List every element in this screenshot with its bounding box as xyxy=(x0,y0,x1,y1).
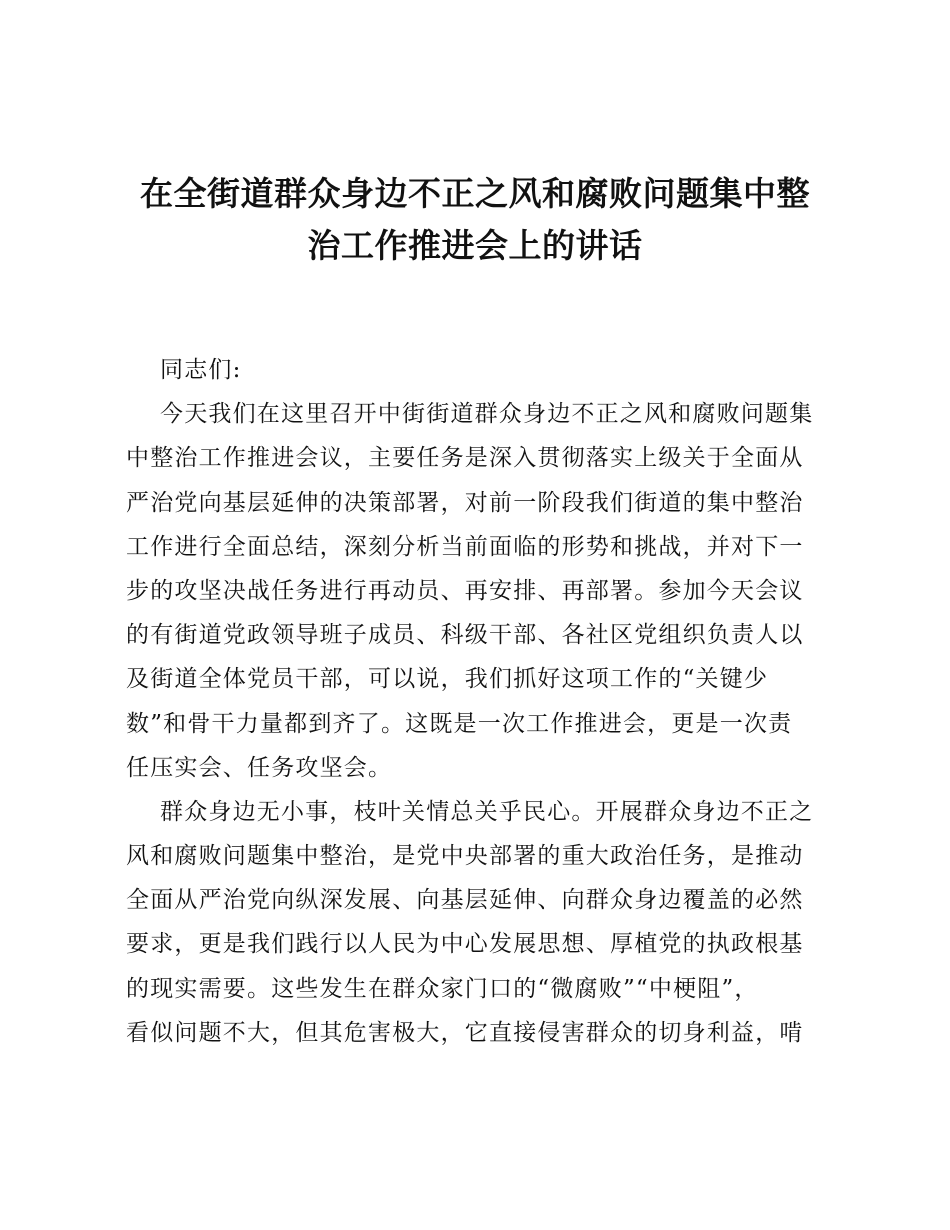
body-text-line: 中整治工作推进会议，主要任务是深入贯彻落实上级关于全面从 xyxy=(126,445,804,472)
body-text-line: 的现实需要。这些发生在群众家门口的“微腐败”“中梗阻”， xyxy=(126,975,759,1002)
body-text-line: 的有街道党政领导班子成员、科级干部、各社区党组织负责人以 xyxy=(126,622,804,649)
body-text-line: 全面从严治党向纵深发展、向基层延伸、向群众身边覆盖的必然 xyxy=(126,887,804,914)
body-text-line: 要求，更是我们践行以人民为中心发展思想、厚植党的执政根基 xyxy=(126,931,804,958)
body-text-line: 及街道全体党员干部，可以说，我们抓好这项工作的“关键少 xyxy=(126,666,769,693)
title-line-1: 在全街道群众身边不正之风和腐败问题集中整 xyxy=(140,174,810,213)
body-text-line: 群众身边无小事，枝叶关情总关乎民心。开展群众身边不正之 xyxy=(160,798,814,825)
body-text-line: 工作进行全面总结，深刻分析当前面临的形势和挑战，并对下一 xyxy=(126,533,804,560)
body-text-line: 任压实会、任务攻坚会。 xyxy=(126,754,393,781)
document-body xyxy=(126,348,830,1055)
body-text-line: 同志们: xyxy=(160,357,242,383)
body-text-line: 数”和骨干力量都到齐了。这既是一次工作推进会，更是一次责 xyxy=(126,710,793,737)
title-line-2: 治工作推进会上的讲话 xyxy=(307,226,643,265)
body-text-line: 步的攻坚决战任务进行再动员、再安排、再部署。参加今天会议 xyxy=(126,577,804,604)
body-text-line: 今天我们在这里召开中街街道群众身边不正之风和腐败问题集 xyxy=(160,401,814,428)
document-title xyxy=(120,168,830,272)
body-text-line: 看似问题不大，但其危害极大，它直接侵害群众的切身利益，啃 xyxy=(126,1019,804,1046)
body-text-line: 严治党向基层延伸的决策部署，对前一阶段我们街道的集中整治 xyxy=(126,489,804,516)
body-text-line: 风和腐败问题集中整治，是党中央部署的重大政治任务，是推动 xyxy=(126,843,804,870)
